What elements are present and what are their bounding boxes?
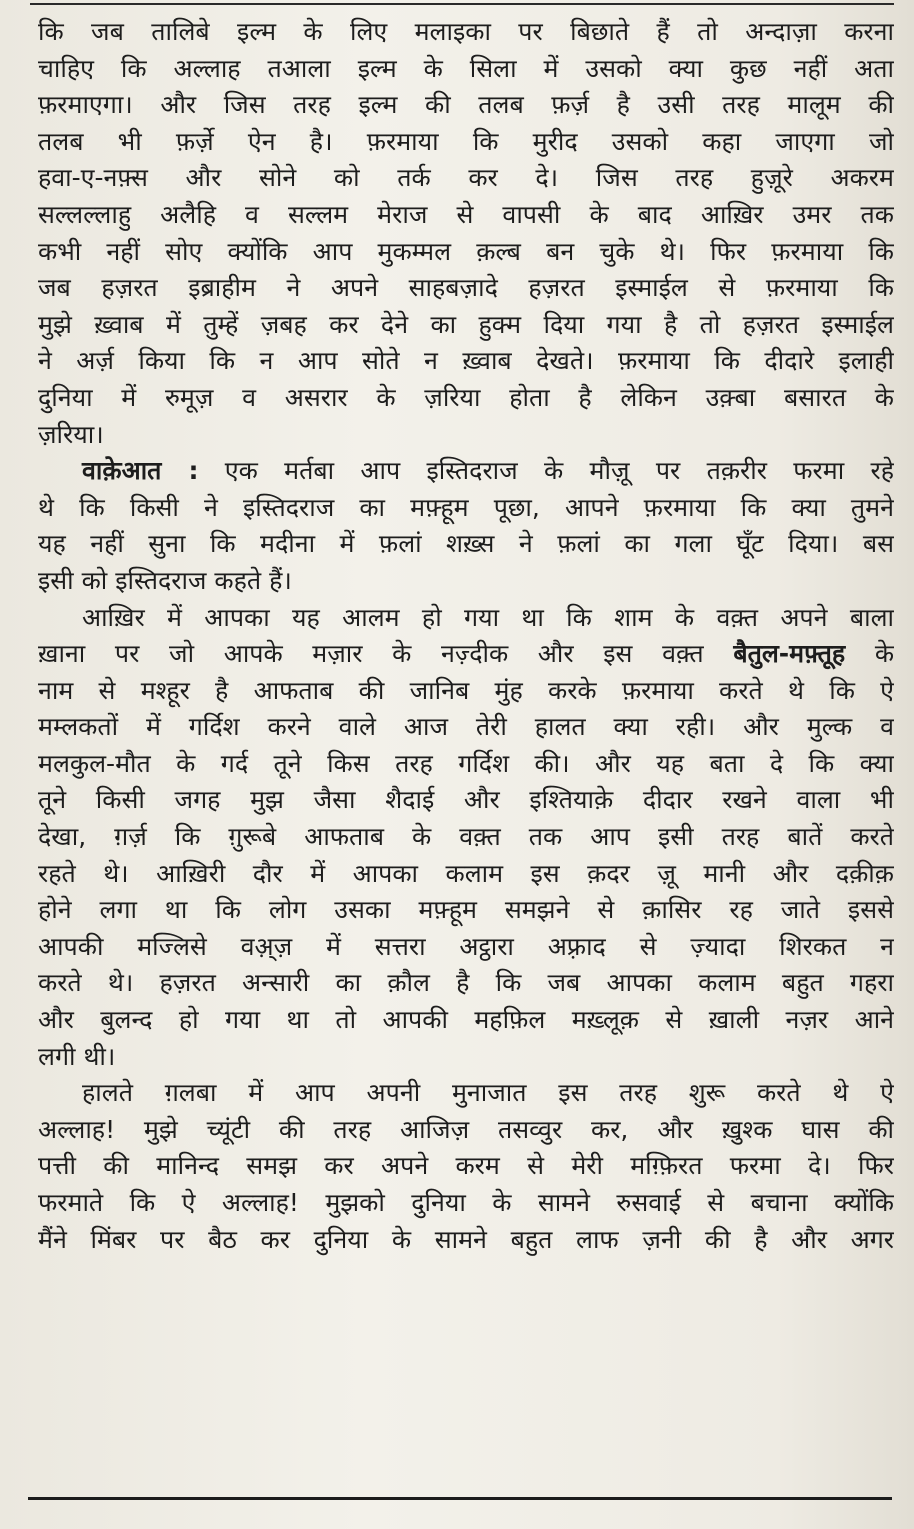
text-line: थे कि किसी ने इस्तिदराज का मफ़्हूम पूछा, आपने फ़रमाया कि क्या तुमने — [38, 492, 894, 522]
text-line: ज़रिया। — [38, 419, 104, 449]
section-heading: वाक़ेआत : — [82, 456, 199, 486]
paragraph-4 — [38, 1075, 894, 1258]
text-run: के — [874, 639, 894, 669]
page-text — [38, 14, 894, 1258]
text-line — [38, 453, 894, 490]
text-line: तूने किसी जगह मुझ जैसा शैदाई और इश्तियाक़े दीदार रखने वाला भी — [38, 785, 894, 815]
paragraph-3 — [38, 600, 894, 1076]
text-line: मलकुल-मौत के गर्द तूने किस तरह गर्दिश की। और यह बता दे कि क्या — [38, 748, 894, 778]
text-line: इसी को इस्तिदराज कहते हैं। — [38, 565, 292, 595]
top-rule — [30, 3, 894, 5]
text-line: अल्लाह! मुझे च्यूंटी की तरह आजिज़ तसव्वुर कर, और ख़ुश्क घास की — [38, 1114, 894, 1144]
text-line: लगी थी। — [38, 1041, 116, 1071]
text-line: ने अर्ज़ किया कि न आप सोते न ख़्वाब देखते। फ़रमाया कि दीदारे इलाही — [38, 346, 894, 376]
text-line: पत्ती की मानिन्द समझ कर अपने करम से मेरी मग़्फ़िरत फरमा दे। फिर — [38, 1151, 894, 1181]
text-line — [38, 636, 894, 673]
text-line: कि जब तालिबे इल्म के लिए मलाइका पर बिछाते हैं तो अन्दाज़ा करना — [38, 17, 894, 46]
text-line: फरमाते कि ऐ अल्लाह! मुझको दुनिया के सामने रुसवाई से बचाना क्योंकि — [38, 1188, 894, 1217]
text-line: रहते थे। आख़िरी दौर में आपका कलाम इस क़दर ज़ू मानी और दक़ीक़ — [38, 858, 894, 888]
text-line: और बुलन्द हो गया था तो आपकी महफ़िल मख़्लूक़ से ख़ाली नज़र आने — [38, 1005, 894, 1035]
text-line: मुझे ख़्वाब में तुम्हें ज़बह कर देने का हुक्म दिया गया है तो हज़रत इस्माईल — [38, 309, 894, 339]
text-line: चाहिए कि अल्लाह तआला इल्म के सिला में उसको क्या कुछ नहीं अता — [38, 53, 894, 83]
text-line: फ़रमाएगा। और जिस तरह इल्म की तलब फ़र्ज़ है उसी तरह मालूम की — [38, 90, 894, 120]
paragraph-1 — [38, 14, 894, 453]
text-line: जब हज़रत इब्राहीम ने अपने साहबज़ादे हज़रत इस्माईल से फ़रमाया कि — [38, 273, 894, 303]
text-line: हवा-ए-नफ़्स और सोने को तर्क कर दे। जिस तरह हुज़ूरे अकरम — [38, 163, 894, 193]
text-line: हालते ग़लबा में आप अपनी मुनाजात इस तरह शुरू करते थे ऐ — [82, 1078, 894, 1108]
place-name: बैतुल-मफ़्तूह — [733, 639, 846, 669]
text-run: ख़ाना पर जो आपके मज़ार के नज़्दीक और इस वक़्त — [38, 639, 704, 669]
text-line: सल्लल्लाहु अलैहि व सल्लम मेराज से वापसी के बाद आख़िर उमर तक — [38, 199, 894, 229]
text-line: मैंने मिंबर पर बैठ कर दुनिया के सामने बहुत लाफ ज़नी की है और अगर — [38, 1224, 894, 1254]
text-line: मम्लकतों में गर्दिश करने वाले आज तेरी हालत क्या रही। और मुल्क व — [38, 712, 894, 742]
bottom-rule — [28, 1497, 892, 1500]
text-line: कभी नहीं सोए क्योंकि आप मुकम्मल क़ल्ब बन चुके थे। फिर फ़रमाया कि — [38, 236, 894, 266]
text-run: एक मर्तबा आप इस्तिदराज के मौज़ू पर तक़रीर फरमा रहे — [224, 456, 894, 486]
text-line: नाम से मश्हूर है आफताब की जानिब मुंह करके फ़रमाया करते थे कि ऐ — [38, 675, 894, 705]
paragraph-2 — [38, 453, 894, 599]
text-line: आख़िर में आपका यह आलम हो गया था कि शाम के वक़्त अपने बाला — [82, 602, 894, 632]
text-line: होने लगा था कि लोग उसका मफ़्हूम समझने से क़ासिर रह जाते इससे — [38, 895, 894, 925]
text-line: करते थे। हज़रत अन्सारी का क़ौल है कि जब आपका कलाम बहुत गहरा — [38, 968, 894, 998]
text-line: दुनिया में रुमूज़ व असरार के ज़रिया होता है लेकिन उक़्बा बसारत के — [38, 382, 894, 412]
text-line: यह नहीं सुना कि मदीना में फ़लां शख़्स ने फ़लां का गला घूँट दिया। बस — [38, 529, 894, 559]
text-line: आपकी मज्लिसे वअ़्ज़ में सत्तरा अट्ठारा अफ़्राद से ज़्यादा शिरकत न — [38, 931, 894, 961]
text-line: देखा, ग़र्ज़ कि ग़ुरूबे आफताब के वक़्त तक आप इसी तरह बातें करते — [38, 822, 894, 852]
text-line: तलब भी फ़र्ज़े ऐन है। फ़रमाया कि मुरीद उसको कहा जाएगा जो — [38, 126, 894, 156]
